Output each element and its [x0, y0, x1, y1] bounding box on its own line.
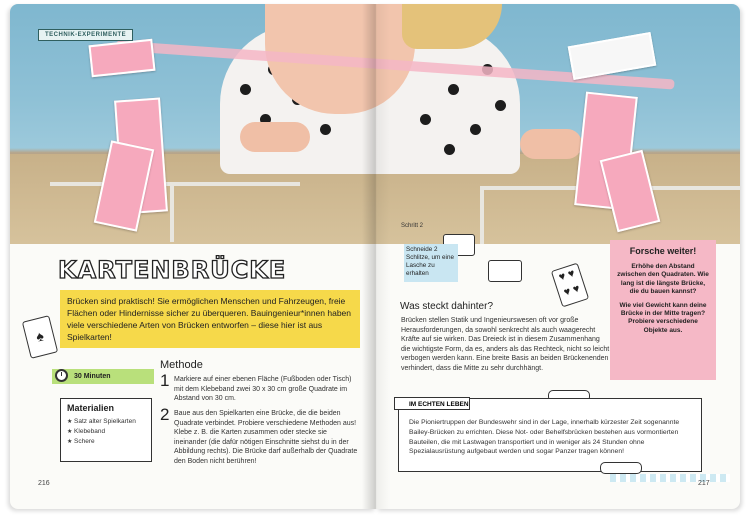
diagram-note: Schneide 2 Schlitze, um eine Lasche zu erhalten [404, 244, 458, 282]
step-number: 2 [160, 405, 170, 424]
forsche-text: Erhöhe den Abstand zwischen den Quadraten. Wie lang ist die längste Brücke, die du bauen kannst? [617, 263, 709, 296]
page-title: KARTENBRÜCKE [58, 256, 287, 284]
diagram-label: Schritt 2 [401, 223, 424, 229]
step-text: Baue aus den Spielkarten eine Brücke, die die beiden Quadrate verbindet. Probiere verschiedene Methoden aus! Klebe z. B. die Karten zusammen oder stecke sie ineinander (die dafür nötigen Einschnitte siehst du in der Abbildung rechts). Die Brücke darf außerhalb der Quadrate den Boden nicht berühren! [174, 410, 358, 465]
tape-line [50, 182, 300, 186]
question-heading: Was steckt dahinter? [400, 301, 494, 312]
playing-card [568, 32, 657, 80]
page-number-left: 216 [38, 480, 50, 487]
list-item: ★ Klebeband [67, 427, 145, 437]
heart-card-icon: ♥ ♥ ♥ ♥ [551, 263, 589, 308]
clock-icon [55, 369, 68, 382]
real-life-text: Die Pioniertruppen der Bundeswehr sind in der Lage, innerhalb kürzester Zeit sogenannte Bailey-Brücken zu errichten. Diese Not- oder Behelfsbrücken bestehen aus vormontierten Bauteilen, die mit Lastwagen transportiert und in weniger als 24 Stunden ohne Spezialausrüstung aufgebaut werden und sogar Panzer tragen können! [409, 419, 680, 456]
materials-heading: Materialien [67, 403, 115, 413]
materials-box [60, 398, 152, 462]
child-hand [240, 122, 310, 152]
section-label: TECHNIK-EXPERIMENTE [38, 29, 133, 41]
forsche-heading: Forsche weiter! [629, 246, 697, 256]
page-number-right: 217 [698, 480, 710, 487]
tank-icon [600, 462, 642, 474]
tape-line [170, 182, 174, 242]
list-item: ★ Schere [67, 437, 145, 447]
decorative-pattern [610, 474, 730, 482]
list-item: ★ Satz alter Spielkarten [67, 417, 145, 427]
step-text: Markiere auf einer ebenen Fläche (Fußboden oder Tisch) mit dem Klebeband zwei 30 x 30 cm große Quadrate im Abstand von 30 cm. [174, 376, 352, 403]
intro-text: Brücken sind praktisch! Sie ermöglichen Menschen und Fahrzeugen, freie Flächen oder Hindernisse sicher zu überqueren. Bauingenieur*innen haben viele verschiedene Arten von Brücken entworfen – diese hier ist aus Spielkarten! [60, 290, 360, 348]
forsche-weiter-box [610, 240, 716, 380]
child-hand [520, 129, 582, 159]
step-number: 1 [160, 371, 170, 390]
time-badge: 30 Minuten [52, 369, 154, 384]
playing-card [89, 39, 156, 78]
method-heading: Methode [160, 359, 203, 371]
real-life-label: IM ECHTEN LEBEN [394, 397, 470, 410]
forsche-text: Wie viel Gewicht kann deine Brücke in der Mitte tragen? Probiere verschiedene Objekte aus. [619, 301, 707, 334]
materials-list [67, 417, 145, 447]
card-outline [488, 260, 522, 282]
explanation-text: Brücken stellen Statik und Ingenieurswesen oft vor große Herausforderungen, da sowohl senkrecht als auch waagerecht Kräfte auf sie wirken. Das Dreieck ist in diesem Zusammenhang die wichtigste Form, da es, anders als das Rechteck, nicht so leicht verbogen werden kann. Eine breite Basis an beiden Brückenenden verhindert, dass die Mitte zu sehr durchhängt. [401, 317, 610, 372]
spade-card-icon: ♠ [22, 315, 58, 359]
